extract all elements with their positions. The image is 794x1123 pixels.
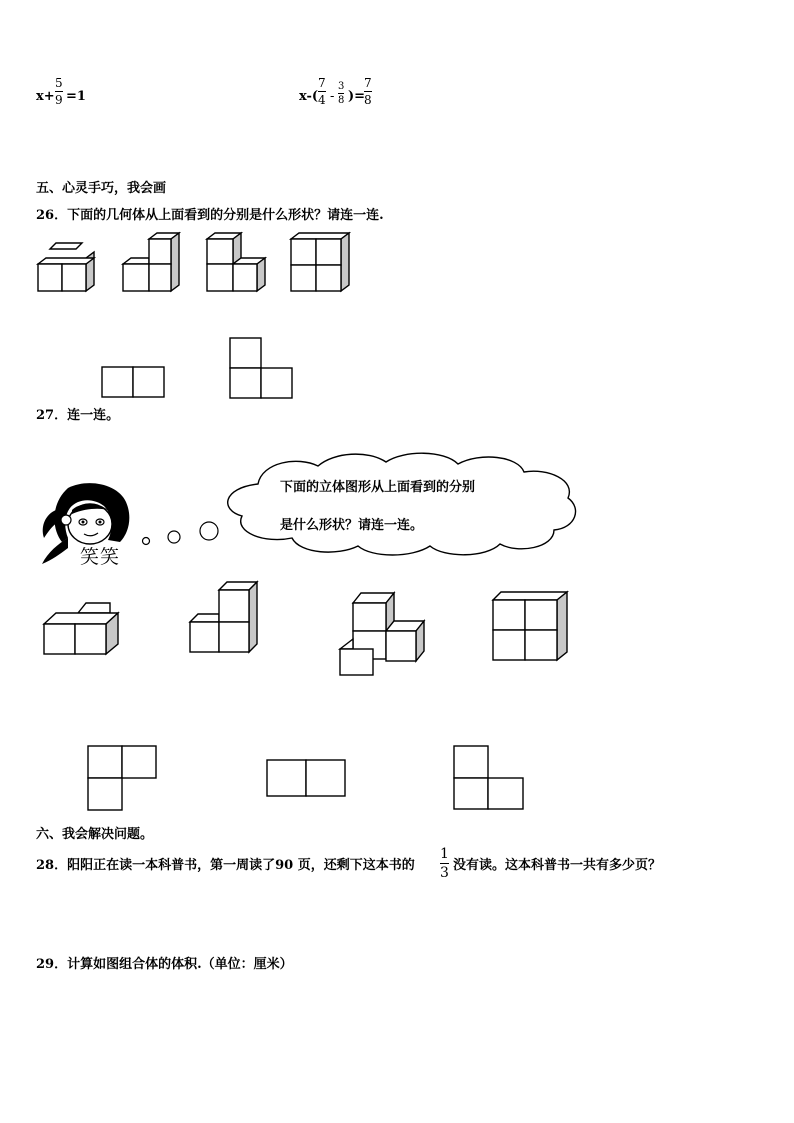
eq2-close: )=: [348, 89, 366, 104]
eq2-f3-den: 8: [364, 93, 372, 107]
q27-view-2[interactable]: [266, 759, 346, 797]
q27-solid-2[interactable]: [189, 580, 261, 654]
eq2-f2-num: 3: [338, 81, 345, 92]
question-26: 26．下面的几何体从上面看到的分别是什么形状？请连一连.: [36, 208, 384, 223]
q28-fraction: [440, 846, 449, 881]
eq2-f2-den: 8: [338, 95, 345, 106]
q26-solid-1[interactable]: [36, 230, 98, 292]
eq1-num: 5: [55, 76, 63, 90]
q27-solid-3[interactable]: [338, 591, 428, 677]
q27-solid-1[interactable]: [42, 598, 122, 656]
q27-view-1[interactable]: [87, 745, 157, 811]
eq2-fraction-2: [338, 81, 344, 106]
cloud-line-2: 是什么形状？请连一连。: [280, 518, 424, 533]
eq2-f1-num: 7: [318, 76, 326, 90]
eq1-right: =1: [66, 89, 86, 104]
q26-solid-4[interactable]: [289, 230, 351, 292]
q26-view-two-squares[interactable]: [101, 366, 165, 398]
eq2-f1-den: 4: [318, 93, 326, 107]
eq2-minus: -: [330, 89, 335, 104]
question-29: 29．计算如图组合体的体积.（单位：厘米）: [36, 957, 293, 972]
question-27: 27．连一连。: [36, 408, 120, 423]
section-5-title: 五、心灵手巧，我会画: [36, 181, 167, 196]
q26-solid-2[interactable]: [121, 230, 183, 292]
q26-view-l-shape[interactable]: [229, 337, 293, 399]
eq1-left: x+: [36, 89, 55, 104]
q27-solid-4[interactable]: [491, 590, 569, 662]
eq2-fraction-3: [364, 76, 372, 107]
eq2-fraction-1: [318, 76, 326, 107]
girl-label: 笑笑: [80, 546, 121, 568]
q28-num: 1: [440, 846, 449, 862]
q28-den: 3: [440, 865, 449, 881]
cloud-line-1: 下面的立体图形从上面看到的分别: [280, 480, 476, 495]
eq2-f3-num: 7: [364, 76, 372, 90]
thought-bubbles: [138, 518, 222, 548]
q28-after: 没有读。这本科普书一共有多少页？: [453, 858, 662, 873]
q28-before: 28．阳阳正在读一本科普书，第一周读了90 页，还剩下这本书的: [36, 858, 415, 873]
q26-solid-3[interactable]: [205, 230, 267, 292]
section-6-title: 六、我会解决问题。: [36, 827, 154, 842]
eq1-den: 9: [55, 93, 63, 107]
q27-view-3[interactable]: [453, 745, 525, 810]
eq2-left: x-(: [299, 89, 319, 104]
eq1-fraction: [55, 76, 63, 107]
thought-cloud: [218, 450, 584, 560]
